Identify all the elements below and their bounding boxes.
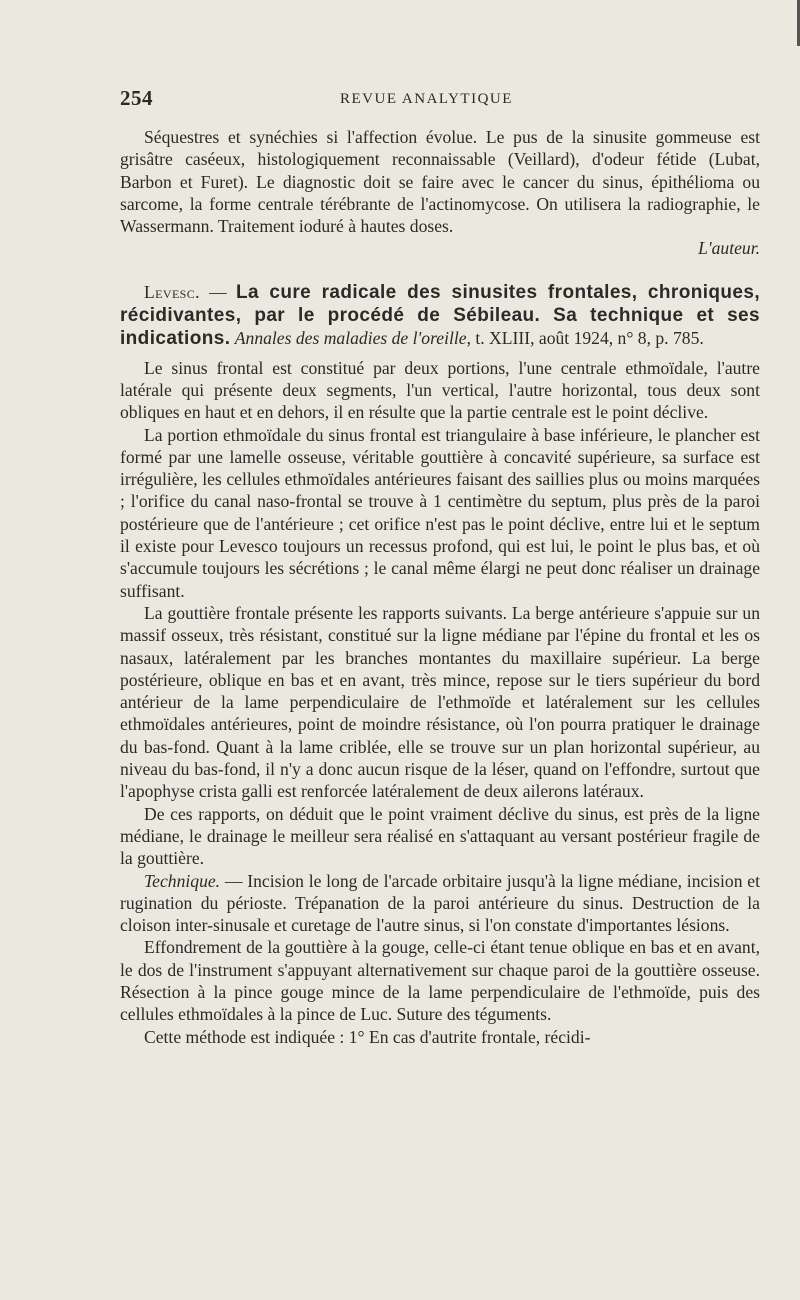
journal-title: REVUE ANALYTIQUE <box>340 91 513 107</box>
source-reference: , t. XLIII, août 1924, n° 8, p. 785. <box>466 328 704 349</box>
article-title: La cure radicale des sinusites frontales, chroniques, récidivantes, par le procédé de Sébileau. Sa technique et ses indications. <box>120 281 761 350</box>
last-line: Cette méthode est indiquée : 1° En cas d'autrite frontale, récidi- <box>144 1026 591 1047</box>
paragraph-4: De ces rapports, on déduit que le point vraiment déclive du sinus, est près de la ligne médiane, le drainage le meilleur sera réalisé en s'attaquant au versant postérieur fragile de la gouttière. <box>120 803 760 869</box>
paragraph-2: La portion ethmoïdale du sinus frontal est triangulaire à base inférieure, le plancher est formé par une lamelle osseuse, véritable gouttière à concavité supérieure, sa surface est irrégulière, les cellules ethmoïdales antérieures faisant des saillies plus ou moins marquées ; l'orifice du canal naso-frontal se trouve à 1 centimètre du septum, plus près de la paroi postérieure que de l'antérieure ; cet orifice n'est pas le point déclive, entre lui et le septum il existe pour Levesco toujours un recessus profond, qui est lui, le point le plus bas, et où s'accumule toujours les sécrétions ; le canal même élargi ne peut donc réaliser un drainage suffisant. <box>120 424 760 601</box>
page-number: 254 <box>120 86 153 110</box>
article-author: Levesc. <box>144 281 200 302</box>
article-source <box>235 328 704 348</box>
article-heading <box>120 281 760 351</box>
technique-label: Technique. <box>144 870 221 891</box>
paragraph-3: La gouttière frontale présente les rapports suivants. La berge antérieure s'appuie sur un massif osseux, très résistant, constitué sur la ligne médiane par l'épine du frontal et les os nasaux, latéralement par les branches montantes du maxillaire supérieur. La berge postérieure, oblique en bas et en avant, très mince, repose sur le tiers supérieur du bord antérieur de la lame perpendiculaire de l'ethmoïde et latéralement sur les cellules ethmoïdales antérieures, point de moindre résistance, où l'on pourra pratiquer le drainage du bas-fond. Quant à la lame criblée, elle se trouve sur un plan horizontal supérieur, au niveau du bas-fond, il n'y a donc aucun risque de la léser, quand on l'effondre, surtout que l'apophyse crista galli est renforcée latéralement de deux ailerons latéraux. <box>120 602 760 802</box>
technique-text: — Incision le long de l'arcade orbitaire jusqu'à la ligne médiane, incision et rugination du périoste. Trépanation de la paroi antérieure du sinus. Destruction de la cloison inter-sinusale et curetage de l'autre sinus, si l'on constate d'importantes lésions. <box>120 870 760 936</box>
byline <box>120 237 760 259</box>
byline-author: L'auteur. <box>698 238 760 259</box>
body-text <box>120 126 760 1048</box>
technique-paragraph <box>120 870 760 937</box>
source-journal: Annales des maladies de l'oreille <box>234 328 467 349</box>
paragraph-6: Effondrement de la gouttière à la gouge, celle-ci étant tenue oblique en bas et en avant, le dos de l'instrument s'appuyant alternativement sur chaque paroi de la gouttière osseuse. Résection à la pince gouge mince de la lame perpendiculaire de l'ethmoïde, puis des cellules ethmoïdales à la pince de Luc. Suture des téguments. <box>120 937 760 1025</box>
paragraph-1: Le sinus frontal est constitué par deux portions, l'une centrale ethmoïdale, l'autre latérale qui présente deux segments, l'un vertical, l'autre horizontal, tous deux sont obliques en haut et en dehors, il en résulte que la partie centrale est le point déclive. <box>120 357 760 423</box>
running-header <box>120 86 760 114</box>
continuation-paragraph <box>120 126 760 237</box>
article-entry <box>120 281 760 1048</box>
continuation-text: Séquestres et synéchies si l'affection évolue. Le pus de la sinusite gommeuse est grisâtre caséeux, histologiquement reconnaissable (Veillard), d'odeur fétide (Lubat, Barbon et Furet). Le diagnostic doit se faire avec le cancer du sinus, épithélioma ou sarcome, la forme centrale térébrante de l'actinomycose. On utilisera la radiographie, le Wassermann. Traitement ioduré à hautes doses. <box>120 127 760 237</box>
heading-dash: — <box>199 281 236 302</box>
